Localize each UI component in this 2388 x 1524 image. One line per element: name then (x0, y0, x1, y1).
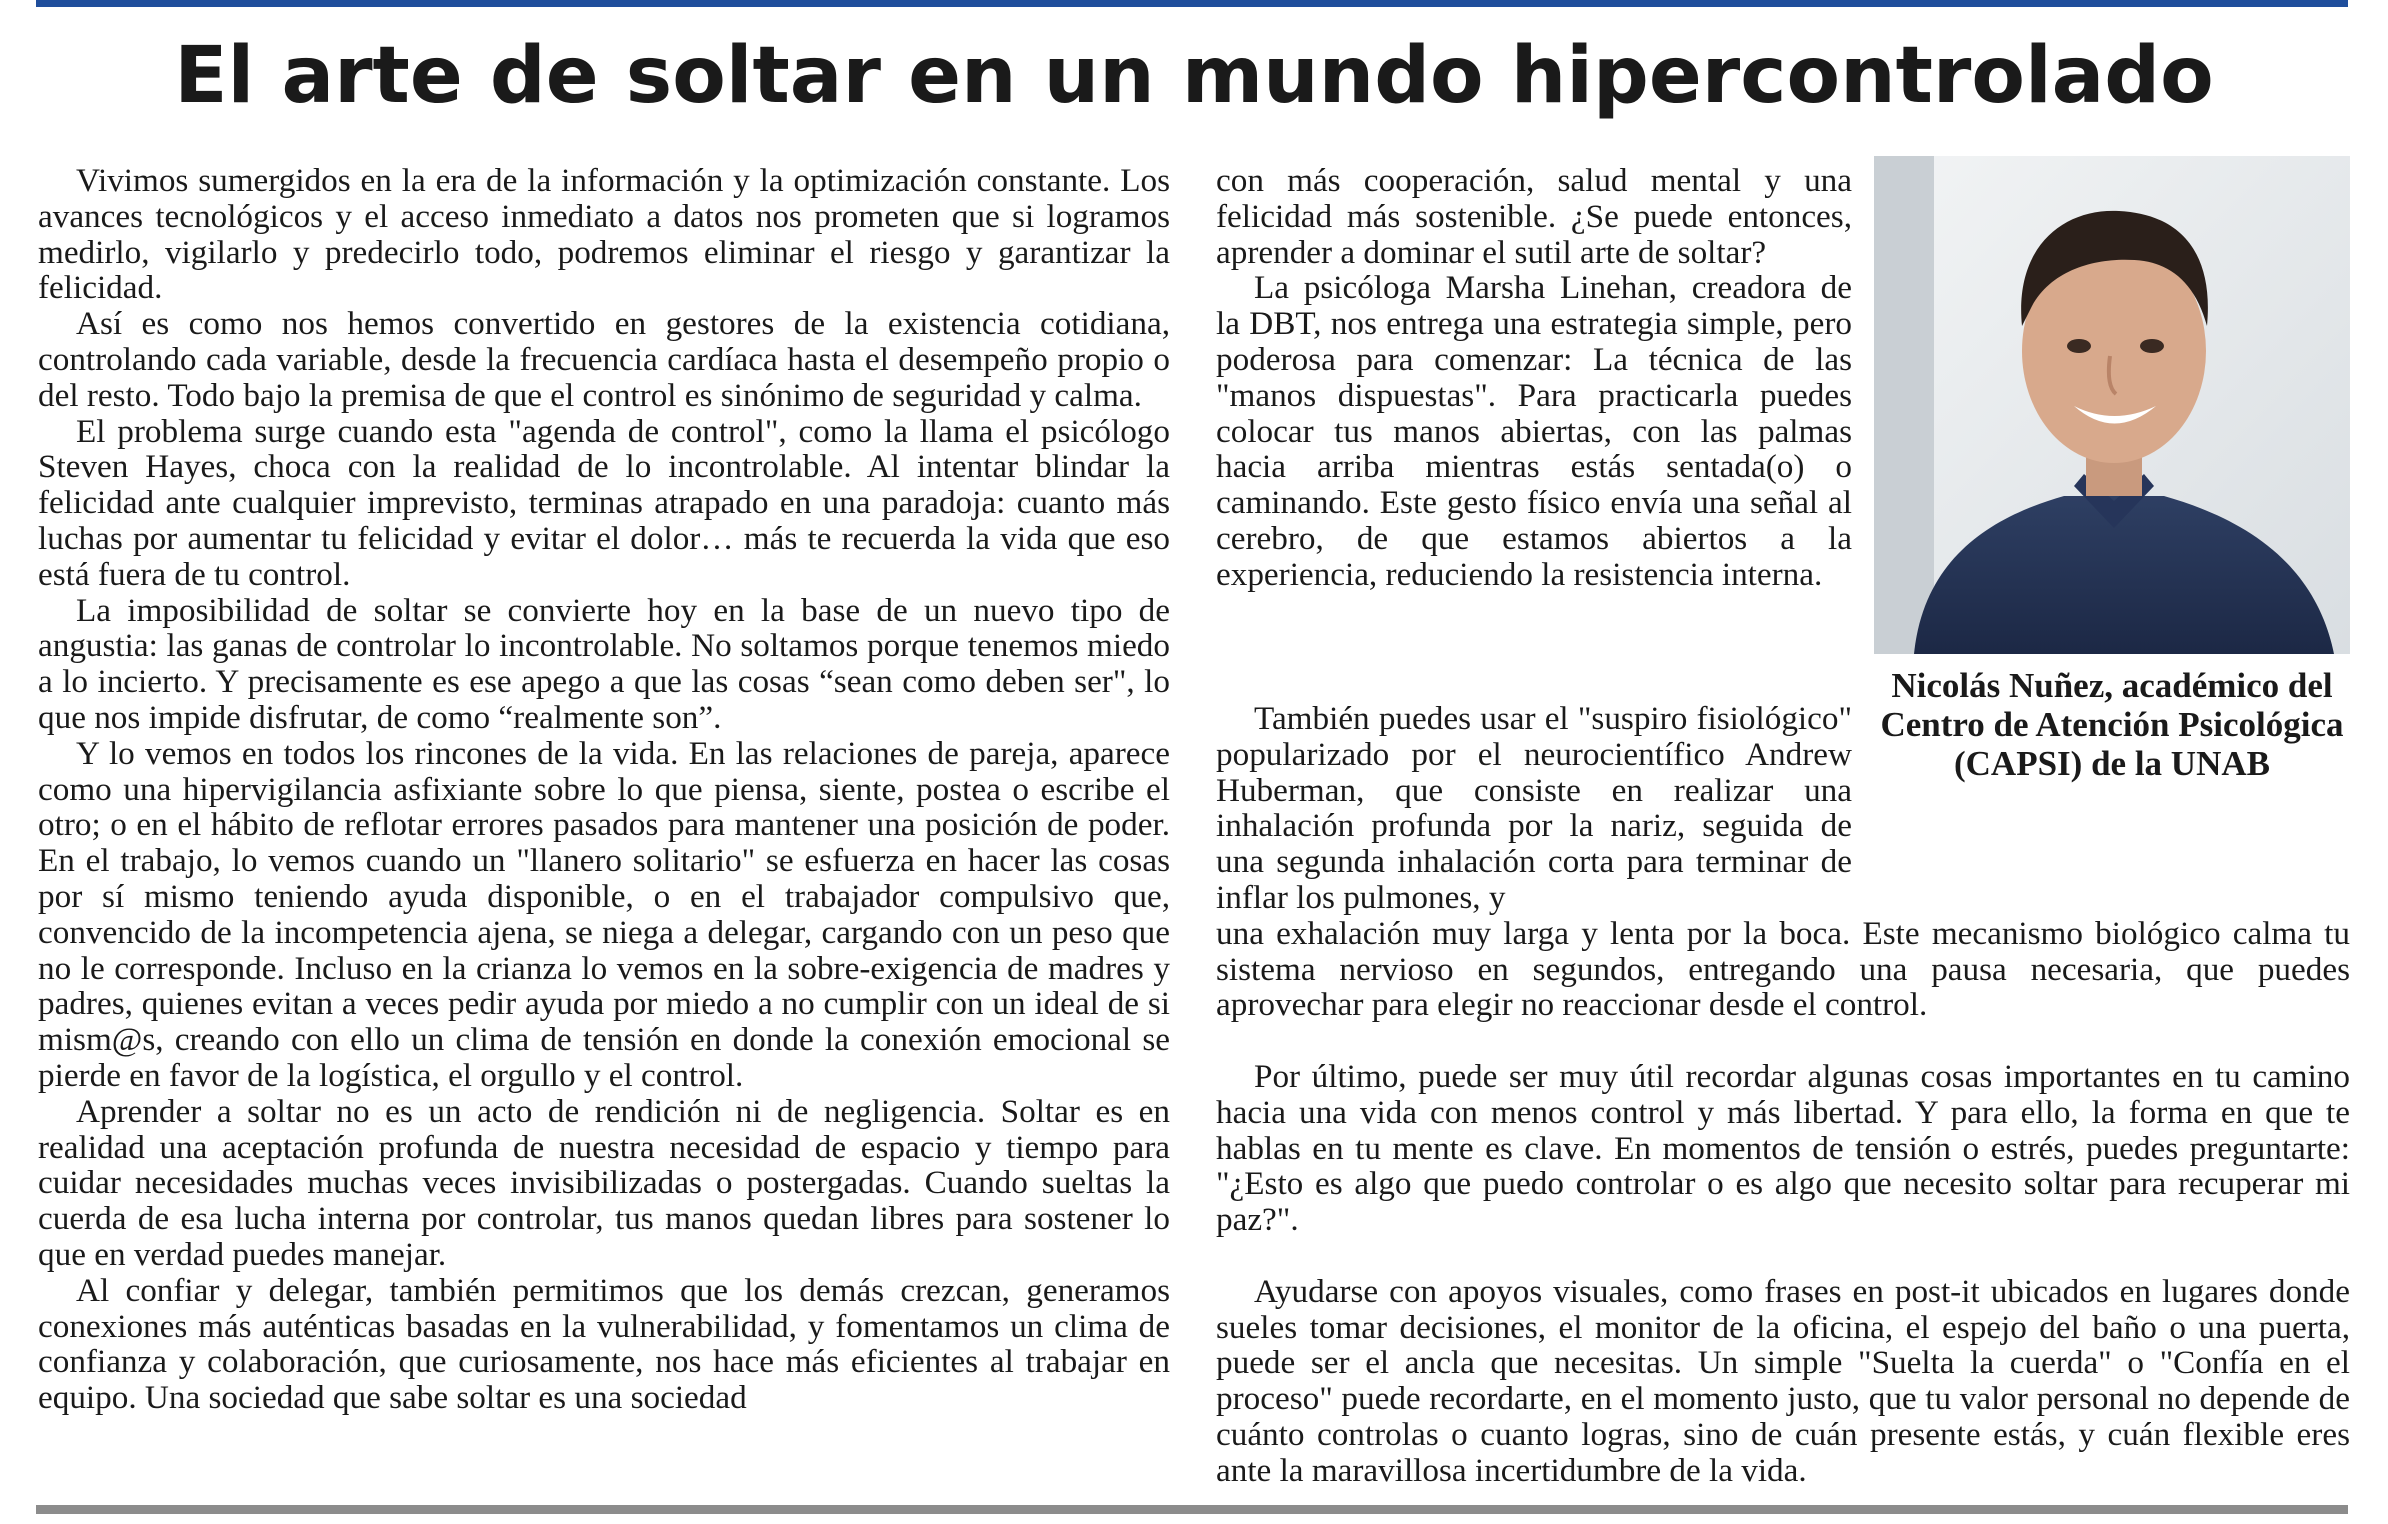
paragraph: Aprender a soltar no es un acto de rendición ni de negligencia. Soltar es en realidad una aceptación profunda de nuestra necesidad de espacio y tiempo para cuidar necesidades muchas veces invisibilizadas o postergadas. Cuando sueltas la cuerda de esa lucha interna por controlar, tus manos quedan libres para sostener lo que en verdad puedes manejar. (38, 1092, 1170, 1273)
paragraph: La psicóloga Marsha Linehan, creadora de la DBT, nos entrega una estrategia simple, pero poderosa para comenzar: La técnica de las "manos dispuestas". Para practicarla puedes colocar tus manos abiertas, con las palmas hacia arriba mientras estás sentada(o) o caminando. Este gesto físico envía una señal al cerebro, de que estamos abiertos a la experiencia, reduciendo la resistencia interna. (1216, 269, 1852, 593)
paragraph: con más cooperación, salud mental y una felicidad más sostenible. ¿Se puede entonces, aprender a dominar el sutil arte de soltar? (1216, 162, 1852, 271)
headline: El arte de soltar en un mundo hipercontrolado (174, 31, 2214, 121)
column-left (38, 163, 1170, 1416)
column-middle (1216, 163, 1852, 593)
top-rule (36, 0, 2348, 7)
author-photo (1874, 156, 2350, 654)
paragraph: También puedes usar el "suspiro fisiológico" popularizado por el neurocientífico Andrew Huberman, que consiste en realizar una inhalación profunda por la nariz, seguida de una segunda inhalación corta para terminar de inflar los pulmones, y (1216, 700, 1852, 916)
paragraph: Así es como nos hemos convertido en gestores de la existencia cotidiana, controlando cada variable, desde la frecuencia cardíaca hasta el desempeño propio o del resto. Todo bajo la premisa de que el control es sinónimo de seguridad y calma. (38, 305, 1170, 414)
paragraph-spacer (1216, 1238, 2350, 1274)
paragraph: La imposibilidad de soltar se convierte hoy en la base de un nuevo tipo de angustia: las ganas de controlar lo incontrolable. No soltamos porque tenemos miedo a lo incierto. Y precisamente es ese apego a que las cosas “sean como deben ser", lo que nos impide disfrutar, de como “realmente son”. (38, 591, 1170, 736)
bottom-rule (36, 1505, 2348, 1514)
photo-caption: Nicolás Nuñez, académico del Centro de Atención Psicológica (CAPSI) de la UNAB (1880, 666, 2344, 783)
paragraph: Ayudarse con apoyos visuales, como frases en post-it ubicados en lugares donde sueles tomar decisiones, el monitor de la oficina, el espejo del baño o una puerta, puede ser el ancla que necesitas. Un simple "Suelta la cuerda" o "Confía en el proceso" puede recordarte, en el momento justo, que tu valor personal no depende de cuánto controlas o cuanto logras, sino de cuán presente estás, y cuán flexible eres ante la maravillosa incertidumbre de la vida. (1216, 1272, 2350, 1489)
paragraph: una exhalación muy larga y lenta por la boca. Este mecanismo biológico calma tu sistema nervioso en segundos, entregando una pausa necesaria, que puedes aprovechar para elegir no reaccionar desde el control. (1216, 914, 2350, 1024)
paragraph: El problema surge cuando esta "agenda de control", como la llama el psicólogo Steven Hayes, choca con la realidad de lo incontrolable. Al intentar blindar la felicidad ante cualquier imprevisto, terminas atrapado en una paradoja: cuanto más luchas por aumentar tu felicidad y evitar el dolor… más te recuerda la vida que eso está fuera de tu control. (38, 412, 1170, 593)
paragraph: Al confiar y delegar, también permitimos que los demás crezcan, generamos conexiones más auténticas basadas en la vulnerabilidad, y fomentamos un clima de confianza y colaboración, que curiosamente, nos hace más eficientes al trabajar en equipo. Una sociedad que sabe soltar es una sociedad (38, 1271, 1170, 1417)
paragraph: Por último, puede ser muy útil recordar algunas cosas importantes en tu camino hacia una vida con menos control y más libertad. Y para ello, la forma en que te hablas en tu mente es clave. En momentos de tensión o estrés, puedes preguntarte: "¿Esto es algo que puedo controlar o es algo que necesito soltar para recuperar mi paz?". (1216, 1057, 2350, 1239)
paragraph: Vivimos sumergidos en la era de la información y la optimización constante. Los avances tecnológicos y el acceso inmediato a datos nos prometen que si logramos medirlo, vigilarlo y predecirlo todo, podremos eliminar el riesgo y garantizar la felicidad. (38, 162, 1170, 307)
column-wide (1216, 701, 2350, 1489)
paragraph: Y lo vemos en todos los rincones de la vida. En las relaciones de pareja, aparece como una hipervigilancia asfixiante sobre lo que piensa, siente, postea o escribe el otro; o en el hábito de reflotar errores pasados para mantener una posición de poder. En el trabajo, lo vemos cuando un "llanero solitario" se esfuerza en hacer las cosas por sí mismo teniendo ayuda disponible, o en el trabajador compulsivo que, convencido de la incompetencia ajena, se niega a delegar, cargando con un peso que no le corresponde. Incluso en la crianza lo vemos en la sobre-exigencia de madres y padres, quienes evitan a veces pedir ayuda por miedo a no cumplir con un ideal de si mism@s, creando con ello un clima de tensión en donde la conexión emocional se pierde en favor de la logística, el orgullo y el control. (38, 734, 1170, 1094)
paragraph-spacer (1216, 1023, 2350, 1059)
